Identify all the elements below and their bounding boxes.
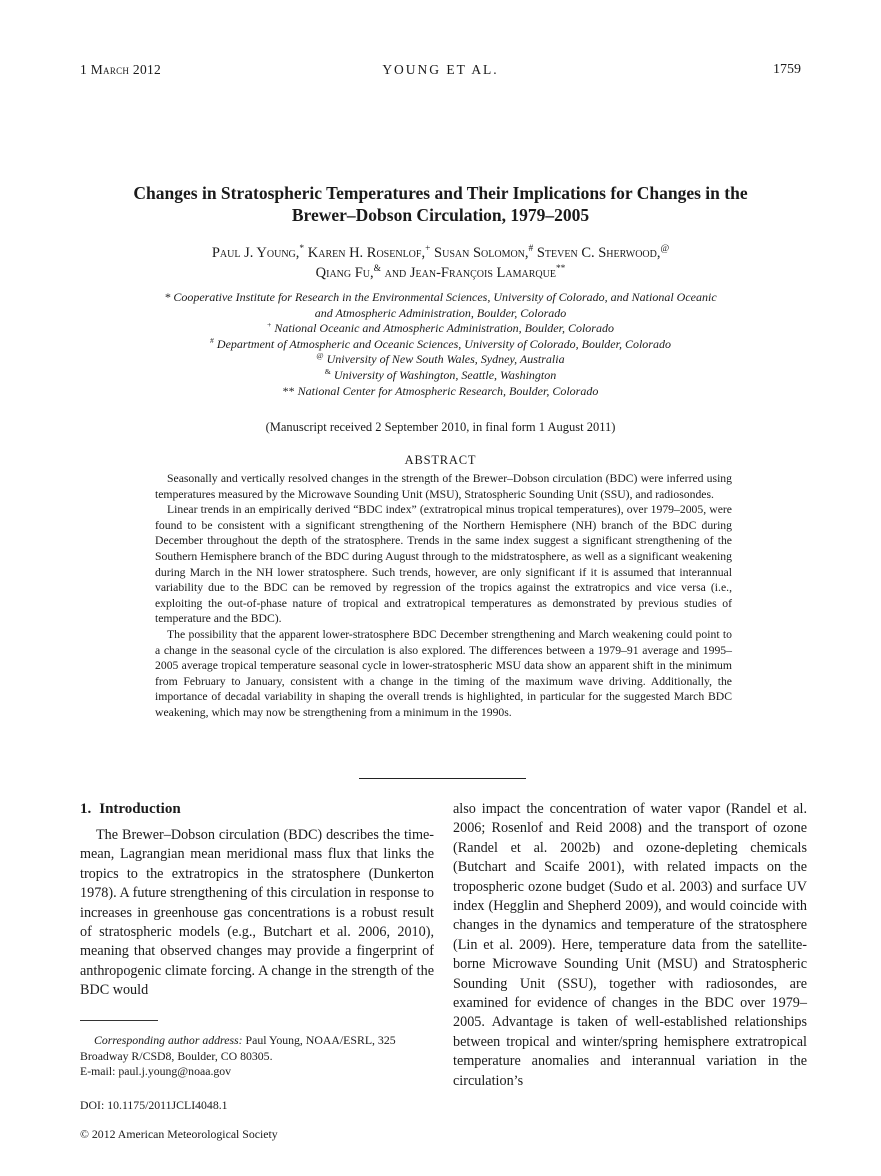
author-name: Karen H. Rosenlof,: [307, 245, 426, 261]
footnote-address: [80, 1033, 440, 1064]
affiliation-mark: +: [267, 320, 272, 330]
section-title: Introduction: [99, 801, 181, 817]
running-header-authors: YOUNG ET AL.: [382, 62, 499, 77]
affiliation-mark: #: [210, 335, 214, 345]
footnote-email: E-mail: paul.j.young@noaa.gov: [80, 1064, 232, 1078]
manuscript-dates: (Manuscript received 2 September 2010, in final form 1 August 2011): [265, 420, 616, 434]
section-heading: [80, 801, 181, 818]
affiliation-line: [80, 352, 801, 368]
affiliation-line: and Atmospheric Administration, Boulder, Colorado: [314, 305, 567, 320]
affiliation-line: [80, 337, 801, 353]
affiliation-line: [80, 384, 801, 400]
affiliation-mark: **: [282, 383, 295, 398]
affiliation-text: National Center for Atmospheric Research, Boulder, Colorado: [297, 383, 599, 398]
author-name: and Jean-François Lamarque: [384, 265, 556, 281]
paper-title: Changes in Stratospheric Temperatures and Their Implications for Changes in the Brewer–Dobson Circulation, 1979–2005: [133, 183, 748, 225]
affiliation-mark: &: [324, 366, 331, 376]
affiliation-text: University of New South Wales, Sydney, Australia: [326, 352, 565, 367]
affiliation-line: [80, 290, 801, 306]
author-mark: **: [555, 264, 566, 275]
affiliation-text: University of Washington, Seattle, Washington: [333, 367, 557, 382]
abstract-paragraph: The possibility that the apparent lower-stratosphere BDC December strengthening and March weakening could point to a change in the seasonal cycle of the circulation is also explored. The differences between a 1979–91 average and 1995–2005 average tropical temperature seasonal cycle in lower-stratospheric MSU data show an apparent shift in the minimum from February to January, consistent with a change in the timing of the maximum wave driving. Additionally, the importance of decadal variability in shaping the overall trends is highlighted, in particular for the suggested March BDC weakening, which may now be strengthening from a minimum in the 1990s.: [155, 627, 732, 719]
abstract-paragraph: Linear trends in an empirically derived “BDC index” (extratropical minus tropical temperatures), over 1979–2005, were found to be consistent with a significant strengthening of the Northern Hemisphere (NH) branch of the BDC during December throughout the depth of the stratosphere. Trends in the same index suggest a significant strengthening of the Southern Hemisphere branch of the BDC during August through to the midstratosphere, as well as a significant weakening during March in the NH lower stratosphere. Such trends, however, are only significant if it is assumed that interannual variability due to the BDC can be removed by regression of the tropics against the extratropics and vice versa (i.e., exploiting the out-of-phase nature of tropical and extratropical temperatures as demonstrated by previous studies of temperature and the BDC).: [155, 503, 732, 626]
intro-left-column: The Brewer–Dobson circulation (BDC) describes the time-mean, Lagrangian mean meridional mass flux that links the tropics to the extratropics in the stratosphere (Dunkerton 1978). A future strengthening of this circulation in response to increases in greenhouse gas concentrations is a robust result of stratospheric models (e.g., Butchart et al. 2006, 2010), meaning that observed changes may provide a fingerprint of anthropogenic climate forcing. A change in the strength of the BDC would: [80, 827, 434, 999]
affiliation-text: National Oceanic and Atmospheric Administration, Boulder, Colorado: [274, 321, 614, 336]
abstract-body: [155, 471, 732, 721]
footnote-label: Corresponding author address:: [94, 1033, 243, 1047]
copyright: © 2012 American Meteorological Society: [80, 1127, 278, 1141]
running-header-date: 1 March 2012: [80, 62, 162, 77]
author-mark: &: [373, 264, 381, 275]
author-mark: +: [425, 244, 431, 255]
affiliation-line: [80, 368, 801, 384]
footnote-address-text: Paul Young, NOAA/ESRL, 325 Broadway R/CSD8, Boulder, CO 80305.: [80, 1033, 396, 1063]
author-mark: @: [660, 244, 670, 255]
author-mark: *: [299, 244, 305, 255]
affiliation-mark: @: [316, 351, 324, 361]
intro-right-column: also impact the concentration of water vapor (Randel et al. 2006; Rosenlof and Reid 2008) and the transport of ozone (Randel et al. 2002b) and ozone-depleting chemicals (Butchart and Scaife 2001), with related impacts on the tropospheric ozone budget (Sudo et al. 2003) and surface UV index (Hegglin and Shepherd 2009), and would coincide with changes in the dynamics and temperature of the stratosphere (Lin et al. 2009). Here, temperature data from the satellite-borne Microwave Sounding Unit (MSU) and Stratospheric Sounding Unit (SSU), together with radiosondes, are examined for evidence of changes in the BDC over 1979–2005. Advantage is taken of well-established relationships between tropical and winter/spring hemisphere extratropical temperature anomalies and interannual variation in the circulation’s: [453, 801, 807, 1089]
affiliations: [80, 290, 801, 399]
section-number: 1.: [80, 801, 92, 817]
author-name: Steven C. Sherwood,: [536, 245, 661, 261]
affiliation-text: Cooperative Institute for Research in the Environmental Sciences, University of Colorado, and National Oceanic: [173, 290, 717, 304]
section-divider: [359, 778, 526, 779]
corresponding-author-footnote: [80, 1033, 440, 1080]
author-name: Paul J. Young,: [211, 245, 300, 261]
affiliation-mark: *: [164, 290, 171, 304]
abstract-heading: ABSTRACT: [404, 453, 477, 467]
abstract-paragraph: Seasonally and vertically resolved changes in the strength of the Brewer–Dobson circulation (BDC) were inferred using temperatures measured by the Microwave Sounding Unit (MSU), Stratospheric Sounding Unit (SSU), and radiosondes.: [155, 472, 732, 501]
doi: DOI: 10.1175/2011JCLI4048.1: [80, 1098, 228, 1112]
affiliation-line: [80, 321, 801, 337]
author-name: Susan Solomon,: [434, 245, 529, 261]
affiliation-text: Department of Atmospheric and Oceanic Sciences, University of Colorado, Boulder, Colorado: [216, 336, 671, 351]
footnote-divider: [80, 1020, 158, 1021]
author-mark: #: [528, 244, 534, 255]
author-list: [80, 243, 801, 283]
page-number: 1759: [773, 62, 801, 77]
author-name: Qiang Fu,: [315, 265, 374, 281]
